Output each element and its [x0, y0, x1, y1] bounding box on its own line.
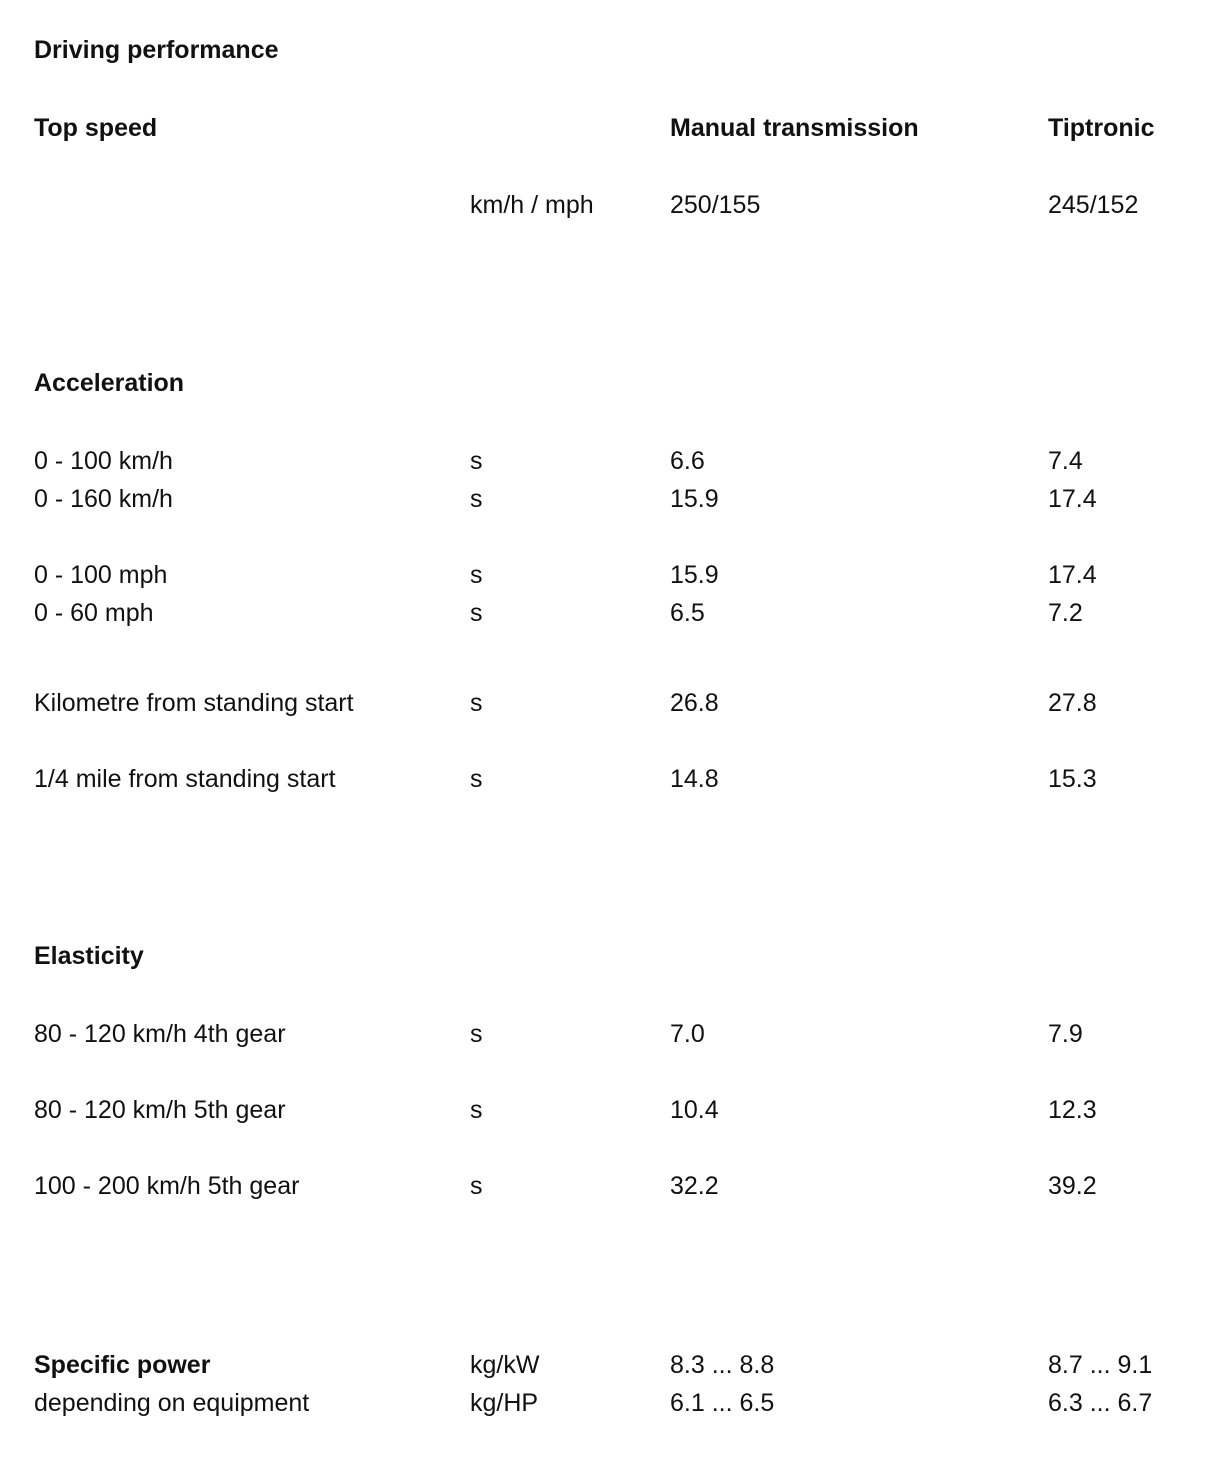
row-label: 0 - 160 km/h — [34, 485, 173, 513]
row-tiptronic-value: 12.3 — [1048, 1096, 1097, 1124]
row-label: 100 - 200 km/h 5th gear — [34, 1172, 300, 1200]
row-tiptronic-value: 7.2 — [1048, 599, 1083, 627]
row-tiptronic-value: 27.8 — [1048, 689, 1097, 717]
row-manual-value: 7.0 — [670, 1020, 705, 1048]
row-unit: s — [470, 599, 483, 627]
row-tiptronic-value: 7.4 — [1048, 447, 1083, 475]
row-manual-value: 6.5 — [670, 599, 705, 627]
specific-power-unit-kw: kg/kW — [470, 1351, 540, 1379]
top-speed-manual: 250/155 — [670, 191, 761, 219]
row-manual-value: 14.8 — [670, 765, 719, 793]
row-manual-value: 26.8 — [670, 689, 719, 717]
page-title: Driving performance — [34, 36, 279, 64]
specific-power-manual-kw: 8.3 ... 8.8 — [670, 1351, 775, 1379]
elasticity-heading: Elasticity — [34, 942, 144, 970]
row-label: Kilometre from standing start — [34, 689, 354, 717]
row-manual-value: 32.2 — [670, 1172, 719, 1200]
row-unit: s — [470, 561, 483, 589]
row-unit: s — [470, 1172, 483, 1200]
row-unit: s — [470, 485, 483, 513]
row-tiptronic-value: 15.3 — [1048, 765, 1097, 793]
specific-power-unit-hp: kg/HP — [470, 1389, 539, 1417]
row-label: 1/4 mile from standing start — [34, 765, 336, 793]
row-tiptronic-value: 7.9 — [1048, 1020, 1083, 1048]
row-label: 0 - 100 km/h — [34, 447, 173, 475]
row-label: 80 - 120 km/h 4th gear — [34, 1020, 286, 1048]
row-unit: s — [470, 765, 483, 793]
row-manual-value: 6.6 — [670, 447, 705, 475]
row-unit: s — [470, 447, 483, 475]
row-label: 80 - 120 km/h 5th gear — [34, 1096, 286, 1124]
row-label: 0 - 60 mph — [34, 599, 154, 627]
row-unit: s — [470, 689, 483, 717]
row-unit: s — [470, 1020, 483, 1048]
row-label: 0 - 100 mph — [34, 561, 168, 589]
row-tiptronic-value: 17.4 — [1048, 485, 1097, 513]
specific-power-manual-hp: 6.1 ... 6.5 — [670, 1389, 775, 1417]
row-unit: s — [470, 1096, 483, 1124]
row-manual-value: 10.4 — [670, 1096, 719, 1124]
specific-power-tiptronic-kw: 8.7 ... 9.1 — [1048, 1351, 1153, 1379]
row-manual-value: 15.9 — [670, 485, 719, 513]
top-speed-heading: Top speed — [34, 114, 158, 142]
top-speed-unit: km/h / mph — [470, 191, 594, 219]
specific-power-tiptronic-hp: 6.3 ... 6.7 — [1048, 1389, 1153, 1417]
specific-power-subheading: depending on equipment — [34, 1389, 310, 1417]
specific-power-heading: Specific power — [34, 1351, 211, 1379]
acceleration-heading: Acceleration — [34, 369, 185, 397]
column-header-manual: Manual transmission — [670, 114, 919, 142]
row-manual-value: 15.9 — [670, 561, 719, 589]
column-header-tiptronic: Tiptronic — [1048, 114, 1155, 142]
row-tiptronic-value: 39.2 — [1048, 1172, 1097, 1200]
top-speed-tiptronic: 245/152 — [1048, 191, 1139, 219]
row-tiptronic-value: 17.4 — [1048, 561, 1097, 589]
